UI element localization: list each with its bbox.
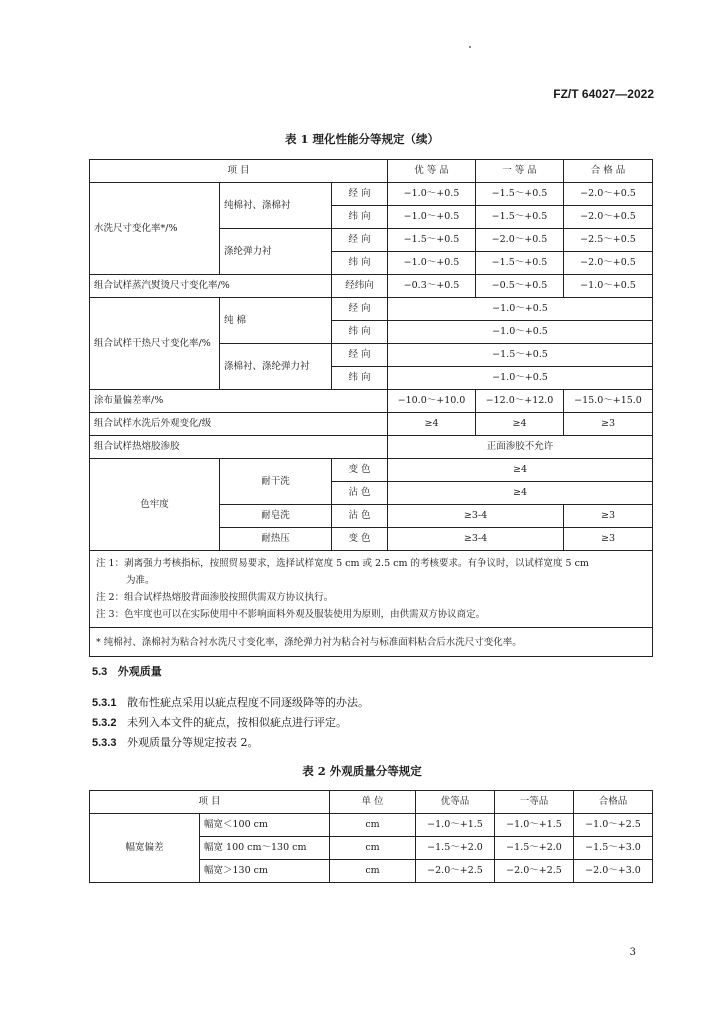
page-number: 3 <box>629 947 636 958</box>
header-item: 项 目 <box>90 791 330 814</box>
cell-value: −1.0～+0.5 <box>388 321 653 344</box>
cell-value: −1.0～+0.5 <box>388 367 653 390</box>
steam-label: 组合试样蒸汽熨烫尺寸变化率/% <box>90 275 332 298</box>
cell-value: −1.0～+1.5 <box>495 814 574 837</box>
section-number: 5.3 <box>92 666 108 678</box>
cell-value: −2.0～+0.5 <box>476 229 564 252</box>
table-row <box>90 183 653 206</box>
header-item: 项 目 <box>90 160 388 183</box>
header-grade-1: 优等品 <box>416 791 495 814</box>
dir-warp: 经 向 <box>332 344 388 367</box>
cell-value: −1.5～+0.5 <box>388 229 476 252</box>
cell-value: −1.5～+0.5 <box>476 183 564 206</box>
width-deviation-label: 幅宽偏差 <box>90 814 200 883</box>
table1-notes-row <box>90 551 653 628</box>
dir-warp: 经 向 <box>332 183 388 206</box>
width-condition: 幅宽 100 cm～130 cm <box>200 837 330 860</box>
cell-value: −2.0～+0.5 <box>564 252 653 275</box>
table2-caption: 表 2 外观质量分等规定 <box>302 764 422 778</box>
dir-warp: 经 向 <box>332 229 388 252</box>
section-title: 外观质量 <box>117 666 162 678</box>
glue-label: 组合试样热熔胶渗胶 <box>90 436 388 459</box>
wash-label: 水洗尺寸变化率*/% <box>90 183 220 275</box>
width-condition: 幅宽＞130 cm <box>200 860 330 883</box>
dryheat-sub-cotton: 纯 棉 <box>220 298 332 344</box>
cell-value: −1.0～+0.5 <box>388 298 653 321</box>
table-row <box>90 298 653 321</box>
cell-value: −2.0～+3.0 <box>574 860 653 883</box>
note-1-cont: 为准。 <box>126 575 155 586</box>
dir-weft: 纬 向 <box>332 206 388 229</box>
cell-value: −1.0～+0.5 <box>388 252 476 275</box>
cell-value: −1.5～+2.0 <box>495 837 574 860</box>
header-grade-2: 一等品 <box>495 791 574 814</box>
cell-value: −2.0～+0.5 <box>564 206 653 229</box>
table-row <box>90 390 653 413</box>
cell-value: −10.0～+10.0 <box>388 390 476 413</box>
cell-value: −1.0～+2.5 <box>574 814 653 837</box>
clause-text: 散布性疵点采用以疵点程度不同逐级降等的办法。 <box>126 696 369 709</box>
table1-notes <box>90 551 653 628</box>
cell-value: −0.3～+0.5 <box>388 275 476 298</box>
color-stain: 沾 色 <box>332 482 388 505</box>
cell-value: −15.0～+15.0 <box>564 390 653 413</box>
clause-text: 外观质量分等规定按表 2。 <box>126 736 259 749</box>
unit-cell: cm <box>330 837 416 860</box>
table1-caption: 表 1 理化性能分等规定（续） <box>284 132 439 146</box>
color-change: 变 色 <box>332 459 388 482</box>
cell-value: −2.0～+0.5 <box>564 183 653 206</box>
note-2: 注 2：组合试样热熔胶背面渗胶按照供需双方协议执行。 <box>96 592 334 603</box>
scan-speck <box>469 46 471 48</box>
standard-number: FZ/T 64027—2022 <box>553 87 654 101</box>
clause-text: 未列入本文件的疵点，按相似疵点进行评定。 <box>126 716 347 729</box>
cell-value: ≥4 <box>388 482 653 505</box>
wash-sub-elastic: 涤纶弹力衬 <box>220 229 332 275</box>
cell-value: −2.5～+0.5 <box>564 229 653 252</box>
clause-5-3-3 <box>92 734 258 750</box>
table2 <box>89 790 653 883</box>
cell-value: −1.0～+0.5 <box>564 275 653 298</box>
dir-weft: 纬 向 <box>332 321 388 344</box>
color-dryclean: 耐干洗 <box>220 459 332 505</box>
clause-number: 5.3.1 <box>92 697 117 709</box>
coating-label: 涂布量偏差率/% <box>90 390 388 413</box>
cell-value: −1.5～+0.5 <box>388 344 653 367</box>
cell-value: −2.0～+2.5 <box>416 860 495 883</box>
header-grade-3: 合 格 品 <box>564 160 653 183</box>
header-grade-3: 合格品 <box>574 791 653 814</box>
color-label: 色牢度 <box>90 459 220 551</box>
appearance-label: 组合试样水洗后外观变化/级 <box>90 413 388 436</box>
table-row <box>90 814 653 837</box>
dryheat-sub-blend: 涤棉衬、涤纶弹力衬 <box>220 344 332 390</box>
note-1: 注 1：剥离强力考核指标，按照贸易要求，选择试样宽度 5 cm 或 2.5 cm 的考核要求。有争议时，以试样宽度 5 cm <box>96 558 589 569</box>
clause-5-3-1 <box>92 694 369 710</box>
cell-value: 正面渗胶不允许 <box>388 436 653 459</box>
dir-warp: 经 向 <box>332 298 388 321</box>
dir-weft: 纬 向 <box>332 252 388 275</box>
unit-cell: cm <box>330 814 416 837</box>
note-3: 注 3：色牢度也可以在实际使用中不影响面料外观及服装使用为原则，由供需双方协议商定。 <box>96 609 486 620</box>
clause-5-3-2 <box>92 714 347 730</box>
header-grade-2: 一 等 品 <box>476 160 564 183</box>
width-condition: 幅宽＜100 cm <box>200 814 330 837</box>
table1-footnote: * 纯棉衬、涤棉衬为粘合衬水洗尺寸变化率，涤纶弹力衬为粘合衬与标准面料粘合后水洗尺寸变化率。 <box>90 628 653 657</box>
color-hotpress: 耐热压 <box>220 528 332 551</box>
cell-value: −1.5～+2.0 <box>416 837 495 860</box>
color-stain: 沾 色 <box>332 505 388 528</box>
cell-value: −1.0～+0.5 <box>388 206 476 229</box>
color-change: 变 色 <box>332 528 388 551</box>
cell-value: −1.0～+0.5 <box>388 183 476 206</box>
dryheat-label: 组合试样干热尺寸变化率/% <box>90 298 220 390</box>
unit-cell: cm <box>330 860 416 883</box>
wash-sub-cotton: 纯棉衬、涤棉衬 <box>220 183 332 229</box>
cell-value: ≥3 <box>564 505 653 528</box>
clause-number: 5.3.3 <box>92 737 117 749</box>
cell-value: ≥3 <box>564 528 653 551</box>
cell-value: −1.5～+0.5 <box>476 252 564 275</box>
cell-value: −1.5～+3.0 <box>574 837 653 860</box>
cell-value: −0.5～+0.5 <box>476 275 564 298</box>
section-heading <box>92 663 162 679</box>
table-row <box>90 459 653 482</box>
table1-footnote-row <box>90 628 653 657</box>
cell-value: −1.0～+1.5 <box>416 814 495 837</box>
table-row <box>90 436 653 459</box>
cell-value: ≥3-4 <box>388 505 564 528</box>
table-row <box>90 413 653 436</box>
dir-weft: 纬 向 <box>332 367 388 390</box>
table1-header-row <box>90 160 653 183</box>
header-grade-1: 优 等 品 <box>388 160 476 183</box>
cell-value: ≥4 <box>388 413 476 436</box>
cell-value: ≥4 <box>388 459 653 482</box>
cell-value: −12.0～+12.0 <box>476 390 564 413</box>
table2-header-row <box>90 791 653 814</box>
cell-value: ≥4 <box>476 413 564 436</box>
header-unit: 单 位 <box>330 791 416 814</box>
cell-value: ≥3-4 <box>388 528 564 551</box>
clause-number: 5.3.2 <box>92 717 117 729</box>
cell-value: −1.5～+0.5 <box>476 206 564 229</box>
dir-warp-weft: 经纬向 <box>332 275 388 298</box>
cell-value: −2.0～+2.5 <box>495 860 574 883</box>
color-soap: 耐皂洗 <box>220 505 332 528</box>
cell-value: ≥3 <box>564 413 653 436</box>
table-row <box>90 275 653 298</box>
table1 <box>89 159 653 657</box>
